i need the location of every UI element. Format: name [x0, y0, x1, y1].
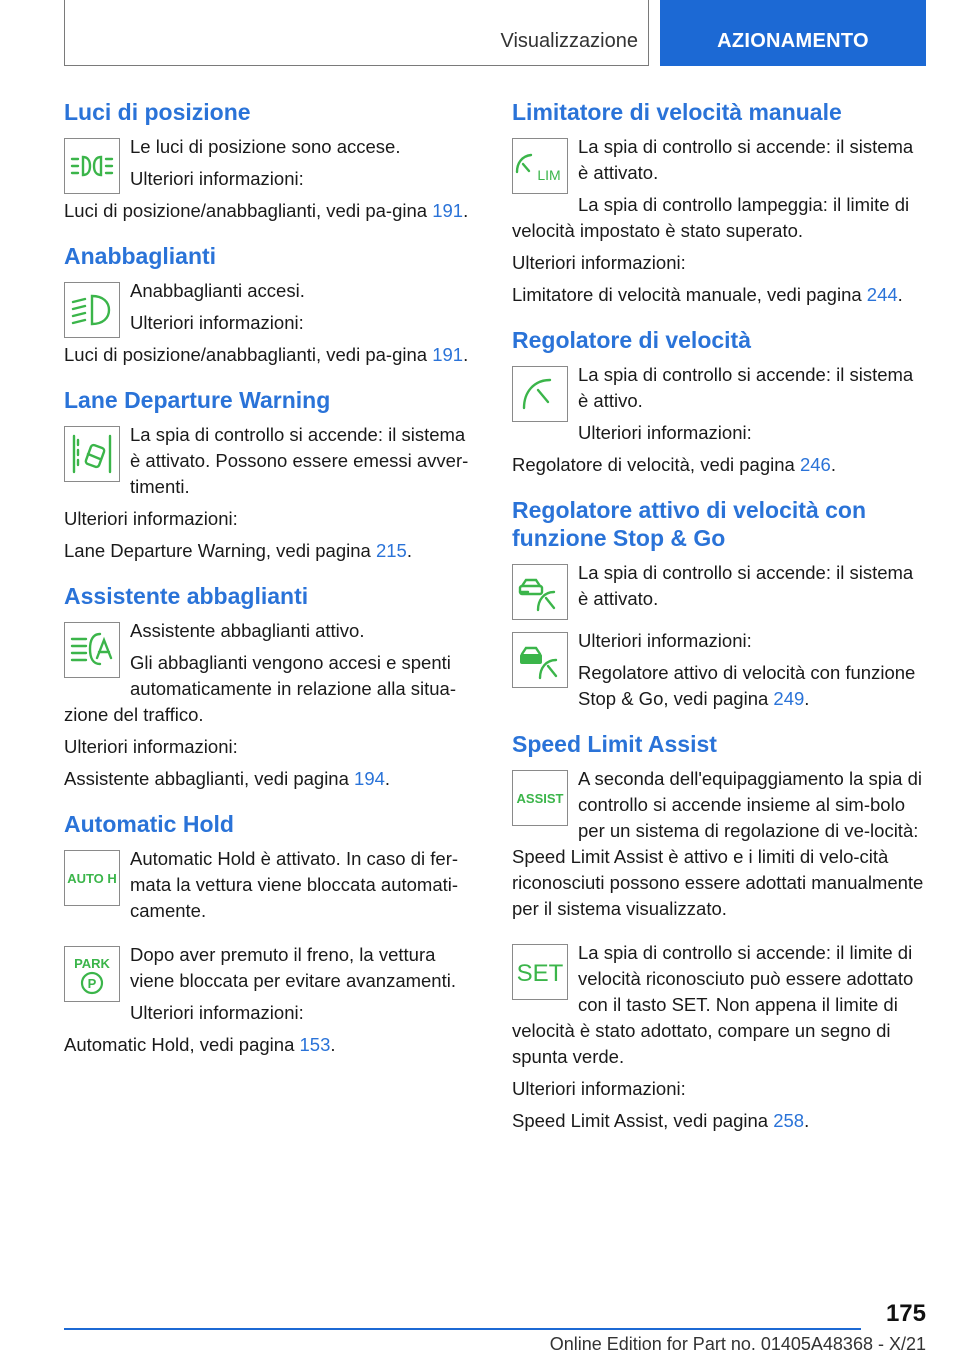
page-link[interactable]: 258: [773, 1110, 805, 1131]
high-beam-assistant-icon: [64, 622, 120, 678]
section-title: Luci di posizione: [64, 99, 251, 125]
header-chapter-tab[interactable]: AZIONAMENTO: [660, 0, 926, 66]
svg-text:LIM: LIM: [537, 167, 561, 183]
svg-text:P: P: [87, 976, 97, 991]
body-text: Ulteriori informazioni:: [512, 252, 686, 273]
body-text: Ulteriori informazioni:: [130, 1002, 304, 1023]
body-text: La spia di controllo si accende: il sistema è attivato.: [578, 136, 914, 183]
svg-text:ASSIST: ASSIST: [516, 791, 564, 806]
page-header: [64, 0, 926, 66]
section-active-cruise-control: [512, 496, 926, 712]
body-text: Assistente abbaglianti attivo.: [130, 620, 365, 641]
reference-line: Luci di posizione/anabbaglianti, vedi pa-gina 191.: [64, 200, 469, 221]
section-high-beam-assistant: [64, 582, 478, 792]
set-icon: [512, 944, 568, 1000]
body-text: Ulteriori informazioni:: [64, 508, 238, 529]
page-link[interactable]: 246: [799, 454, 831, 475]
body-text: Gli abbaglianti vengono accesi e spenti automaticamente in relazione alla situa-zione del traffico.: [64, 652, 456, 725]
footer-edition: Online Edition for Part no. 01405A48368 - X/21: [549, 1334, 926, 1354]
page-link[interactable]: 191: [432, 200, 464, 221]
body-text: La spia di controllo lampeggia: il limite di velocità impostato è stato superato.: [512, 194, 910, 241]
reference-line: Assistente abbaglianti, vedi pagina 194.: [64, 768, 391, 789]
reference-line: Automatic Hold, vedi pagina 153.: [64, 1034, 336, 1055]
body-text: La spia di controllo si accende: il sistema è attivato.: [578, 562, 914, 609]
reference-line: Limitatore di velocità manuale, vedi pagina 244.: [512, 284, 903, 305]
page-link[interactable]: 215: [375, 540, 407, 561]
section-title: Regolatore di velocità: [512, 327, 752, 353]
body-text: Automatic Hold è attivato. In caso di fer-mata la vettura viene bloccata automati-camente.: [130, 848, 459, 921]
svg-text:PARK: PARK: [74, 956, 110, 971]
body-text: A seconda dell'equipaggiamento la spia di controllo si accende insieme al sim-bolo per un sistema di regolazione di ve-locità: Speed Limit Assist è attivo e i limiti di velo-cità riconosciuti possono essere adottati manualmente per il sistema visualizzato.: [512, 768, 924, 919]
svg-text:AUTO H: AUTO H: [67, 871, 117, 886]
acc-vehicle-detected-icon: [512, 632, 568, 688]
section-position-lights: [64, 98, 478, 224]
right-column: [512, 98, 926, 1152]
reference-line: Lane Departure Warning, vedi pagina 215.: [64, 540, 412, 561]
page-link[interactable]: 194: [354, 768, 385, 789]
body-text: Ulteriori informazioni:: [130, 312, 304, 333]
section-automatic-hold: [64, 810, 478, 1058]
body-text: Ulteriori informazioni:: [512, 1078, 686, 1099]
body-text: Le luci di posizione sono accese.: [130, 136, 401, 157]
assist-icon: [512, 770, 568, 826]
body-text: Ulteriori informazioni:: [130, 168, 304, 189]
section-lane-departure: [64, 386, 478, 564]
footer-divider: [64, 1328, 861, 1330]
section-title: Assistente abbaglianti: [64, 583, 309, 609]
reference-line: Speed Limit Assist, vedi pagina 258.: [512, 1110, 810, 1131]
section-cruise-control: [512, 326, 926, 478]
position-lights-icon: [64, 138, 120, 194]
reference-line: Regolatore attivo di velocità con funzione Stop & Go, vedi pagina 249.: [578, 662, 916, 709]
section-speed-limit-assist: [512, 730, 926, 1134]
body-text: Anabbaglianti accesi.: [130, 280, 305, 301]
body-text: Ulteriori informazioni:: [578, 630, 752, 651]
cruise-control-icon: [512, 366, 568, 422]
svg-text:SET: SET: [516, 960, 564, 987]
reference-line: Luci di posizione/anabbaglianti, vedi pa-gina 191.: [64, 344, 469, 365]
body-text: La spia di controllo si accende: il sistema è attivato. Possono essere emessi avver-timenti.: [130, 424, 469, 497]
body-text: Ulteriori informazioni:: [64, 736, 238, 757]
section-title: Lane Departure Warning: [64, 387, 331, 413]
section-title: Regolatore attivo di velocità con funzione Stop & Go: [512, 497, 867, 551]
acc-icon: [512, 564, 568, 620]
speed-limiter-icon: [512, 138, 568, 194]
low-beam-icon: [64, 282, 120, 338]
page-link[interactable]: 153: [299, 1034, 331, 1055]
reference-line: Regolatore di velocità, vedi pagina 246.: [512, 454, 836, 475]
section-title: Limitatore di velocità manuale: [512, 99, 842, 125]
header-section-box: [64, 0, 649, 66]
body-text: Dopo aver premuto il freno, la vettura viene bloccata per evitare avanzamenti.: [130, 944, 456, 991]
lane-departure-icon: [64, 426, 120, 482]
page-link[interactable]: 244: [866, 284, 898, 305]
body-text: Ulteriori informazioni:: [578, 422, 752, 443]
body-text: La spia di controllo si accende: il sistema è attivo.: [578, 364, 914, 411]
page-number: 175: [885, 1300, 926, 1327]
header-section-title: Visualizzazione: [500, 30, 638, 52]
body-text: La spia di controllo si accende: il limite di velocità riconosciuto può essere adottato con il tasto SET. Non appena il limite di velocità è stato adottato, compare un segno di spunta verde.: [512, 942, 914, 1067]
section-low-beam: [64, 242, 478, 368]
park-icon: [64, 946, 120, 1002]
section-title: Automatic Hold: [64, 811, 234, 837]
page-link[interactable]: 249: [773, 688, 805, 709]
left-column: [64, 98, 478, 1076]
section-title: Speed Limit Assist: [512, 731, 717, 757]
auto-hold-icon: [64, 850, 120, 906]
section-title: Anabbaglianti: [64, 243, 217, 269]
section-speed-limiter: [512, 98, 926, 308]
page-link[interactable]: 191: [432, 344, 464, 365]
